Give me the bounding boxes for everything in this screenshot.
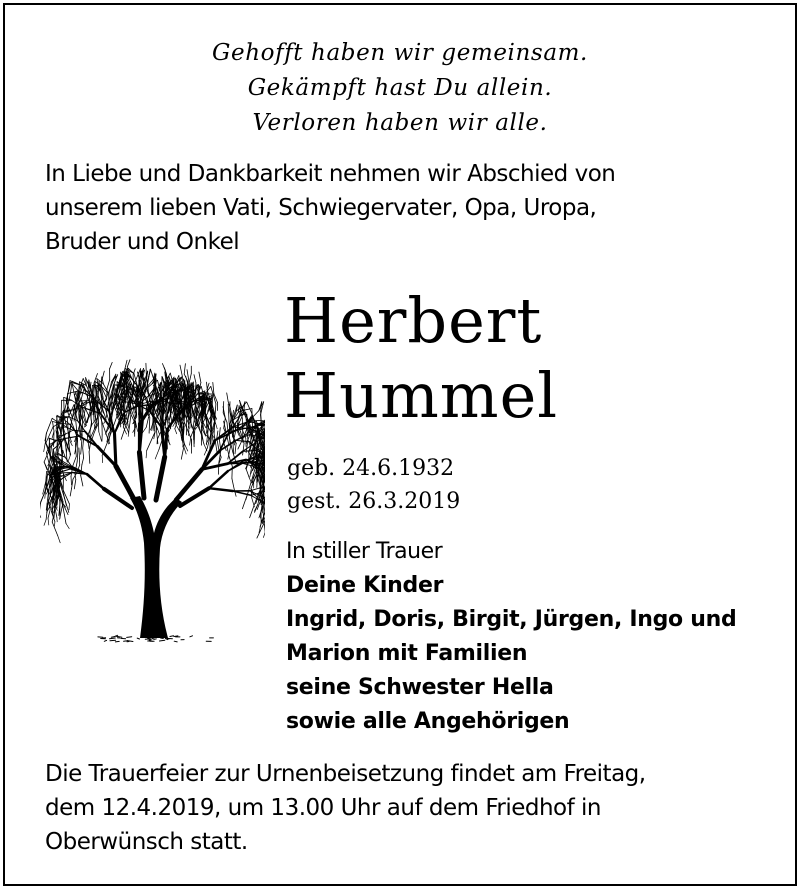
ceremony-info [45, 757, 646, 859]
ceremony-line-3: Oberwünsch statt. [45, 829, 248, 855]
mourners-list [286, 535, 736, 739]
poem-line-1: Gehofft haben wir gemeinsam. [212, 40, 588, 66]
deceased-last-name: Hummel [284, 359, 559, 432]
ceremony-line-1: Die Trauerfeier zur Urnenbeisetzung findet am Freitag, [45, 761, 646, 787]
farewell-intro [45, 157, 765, 259]
mourners-line-5: sowie alle Angehörigen [286, 709, 570, 734]
mourners-line-3: Marion mit Familien [286, 641, 528, 666]
ceremony-line-2: dem 12.4.2019, um 13.00 Uhr auf dem Friedhof in [45, 795, 601, 821]
mourners-line-1: Deine Kinder [286, 573, 444, 598]
weeping-willow-tree-icon [40, 338, 265, 648]
birth-date: geb. 24.6.1932 [287, 456, 455, 481]
poem-line-3: Verloren haben wir alle. [252, 110, 548, 136]
intro-line-2: unserem lieben Vati, Schwiegervater, Opa, Uropa, [45, 195, 597, 221]
mourners-intro: In stiller Trauer [286, 539, 443, 564]
intro-line-3: Bruder und Onkel [45, 229, 240, 255]
mourners-line-4: seine Schwester Hella [286, 675, 554, 700]
death-date: gest. 26.3.2019 [287, 489, 461, 514]
poem-line-2: Gekämpft hast Du allein. [247, 75, 553, 101]
deceased-first-name: Herbert [284, 284, 543, 357]
intro-line-1: In Liebe und Dankbarkeit nehmen wir Abschied von [45, 161, 616, 187]
life-dates [287, 452, 460, 518]
memorial-poem [0, 36, 800, 141]
deceased-name [284, 283, 558, 433]
mourners-line-2: Ingrid, Doris, Birgit, Jürgen, Ingo und [286, 607, 737, 632]
